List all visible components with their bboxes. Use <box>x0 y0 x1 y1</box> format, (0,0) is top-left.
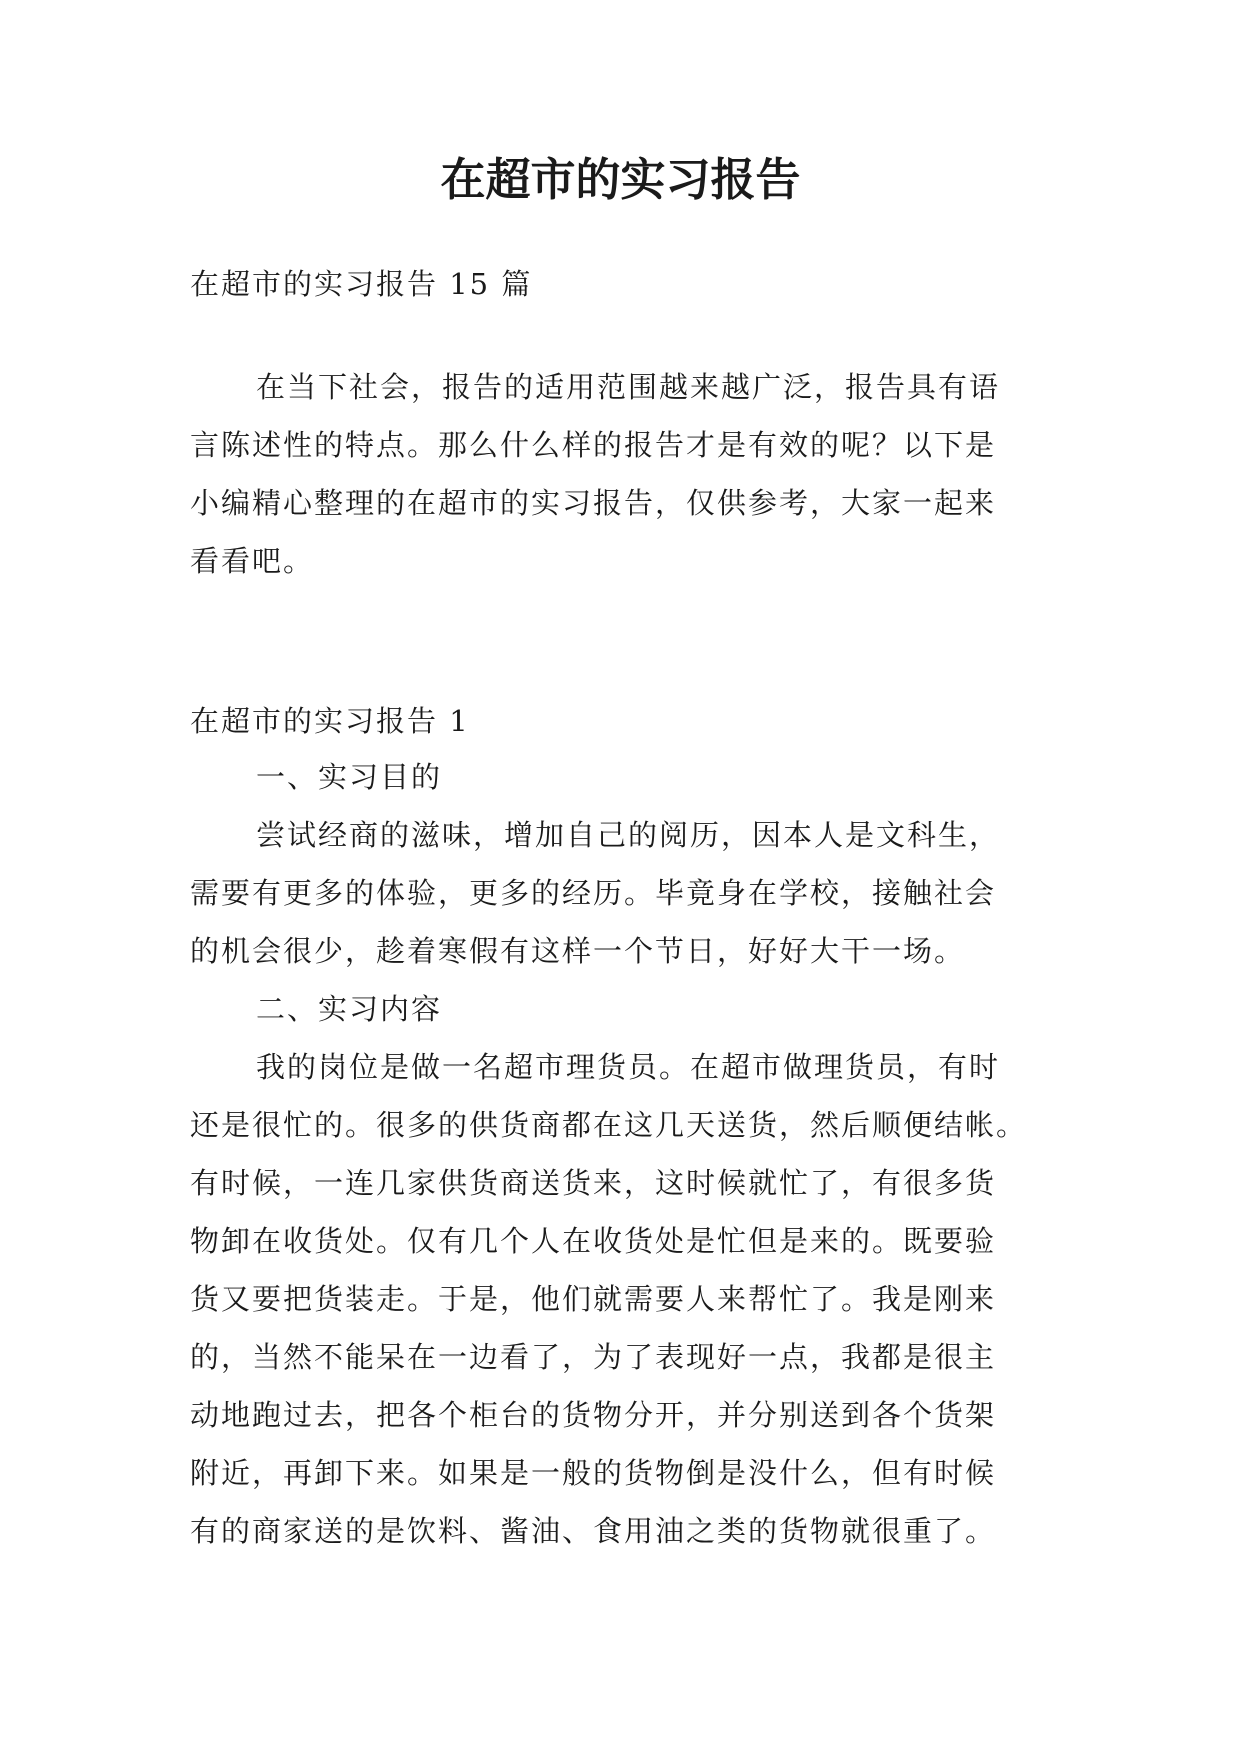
paragraph-line: 有的商家送的是饮料、酱油、食用油之类的货物就很重了。 <box>190 1514 997 1548</box>
paragraph-line: 的，当然不能呆在一边看了，为了表现好一点，我都是很主 <box>190 1340 997 1374</box>
intro-paragraph <box>190 358 1070 590</box>
paragraph-line: 言陈述性的特点。那么什么样的报告才是有效的呢？以下是 <box>190 428 997 462</box>
paragraph-line: 我的岗位是做一名超市理货员。在超市做理货员，有时 <box>256 1050 1001 1084</box>
heading-content: 二、实习内容 <box>256 992 443 1026</box>
paragraph-line: 物卸在收货处。仅有几个人在收货处是忙但是来的。既要验 <box>190 1224 997 1258</box>
heading-purpose: 一、实习目的 <box>256 760 443 794</box>
paragraph-line: 还是很忙的。很多的供货商都在这几天送货，然后顺便结帐。 <box>190 1108 1028 1142</box>
document-title: 在超市的实习报告 <box>440 153 801 206</box>
paragraph-line: 尝试经商的滋味，增加自己的阅历，因本人是文科生， <box>256 818 1001 852</box>
paragraph-line: 附近，再卸下来。如果是一般的货物倒是没什么，但有时候 <box>190 1456 997 1490</box>
paragraph-line: 的机会很少，趁着寒假有这样一个节日，好好大干一场。 <box>190 934 966 968</box>
paragraph-line: 在当下社会，报告的适用范围越来越广泛，报告具有语 <box>256 370 1001 404</box>
content-section <box>190 980 1070 1560</box>
purpose-section <box>190 748 1070 980</box>
paragraph-line: 需要有更多的体验，更多的经历。毕竟身在学校，接触社会 <box>190 876 997 910</box>
paragraph-line: 小编精心整理的在超市的实习报告，仅供参考，大家一起来 <box>190 486 997 520</box>
paragraph-line: 看看吧。 <box>190 544 315 578</box>
section-title: 在超市的实习报告 1 <box>190 704 470 738</box>
paragraph-line: 货又要把货装走。于是，他们就需要人来帮忙了。我是刚来 <box>190 1282 997 1316</box>
paragraph-line: 动地跑过去，把各个柜台的货物分开，并分别送到各个货架 <box>190 1398 997 1432</box>
paragraph-line: 有时候，一连几家供货商送货来，这时候就忙了，有很多货 <box>190 1166 997 1200</box>
document-subtitle: 在超市的实习报告 15 篇 <box>190 267 533 301</box>
